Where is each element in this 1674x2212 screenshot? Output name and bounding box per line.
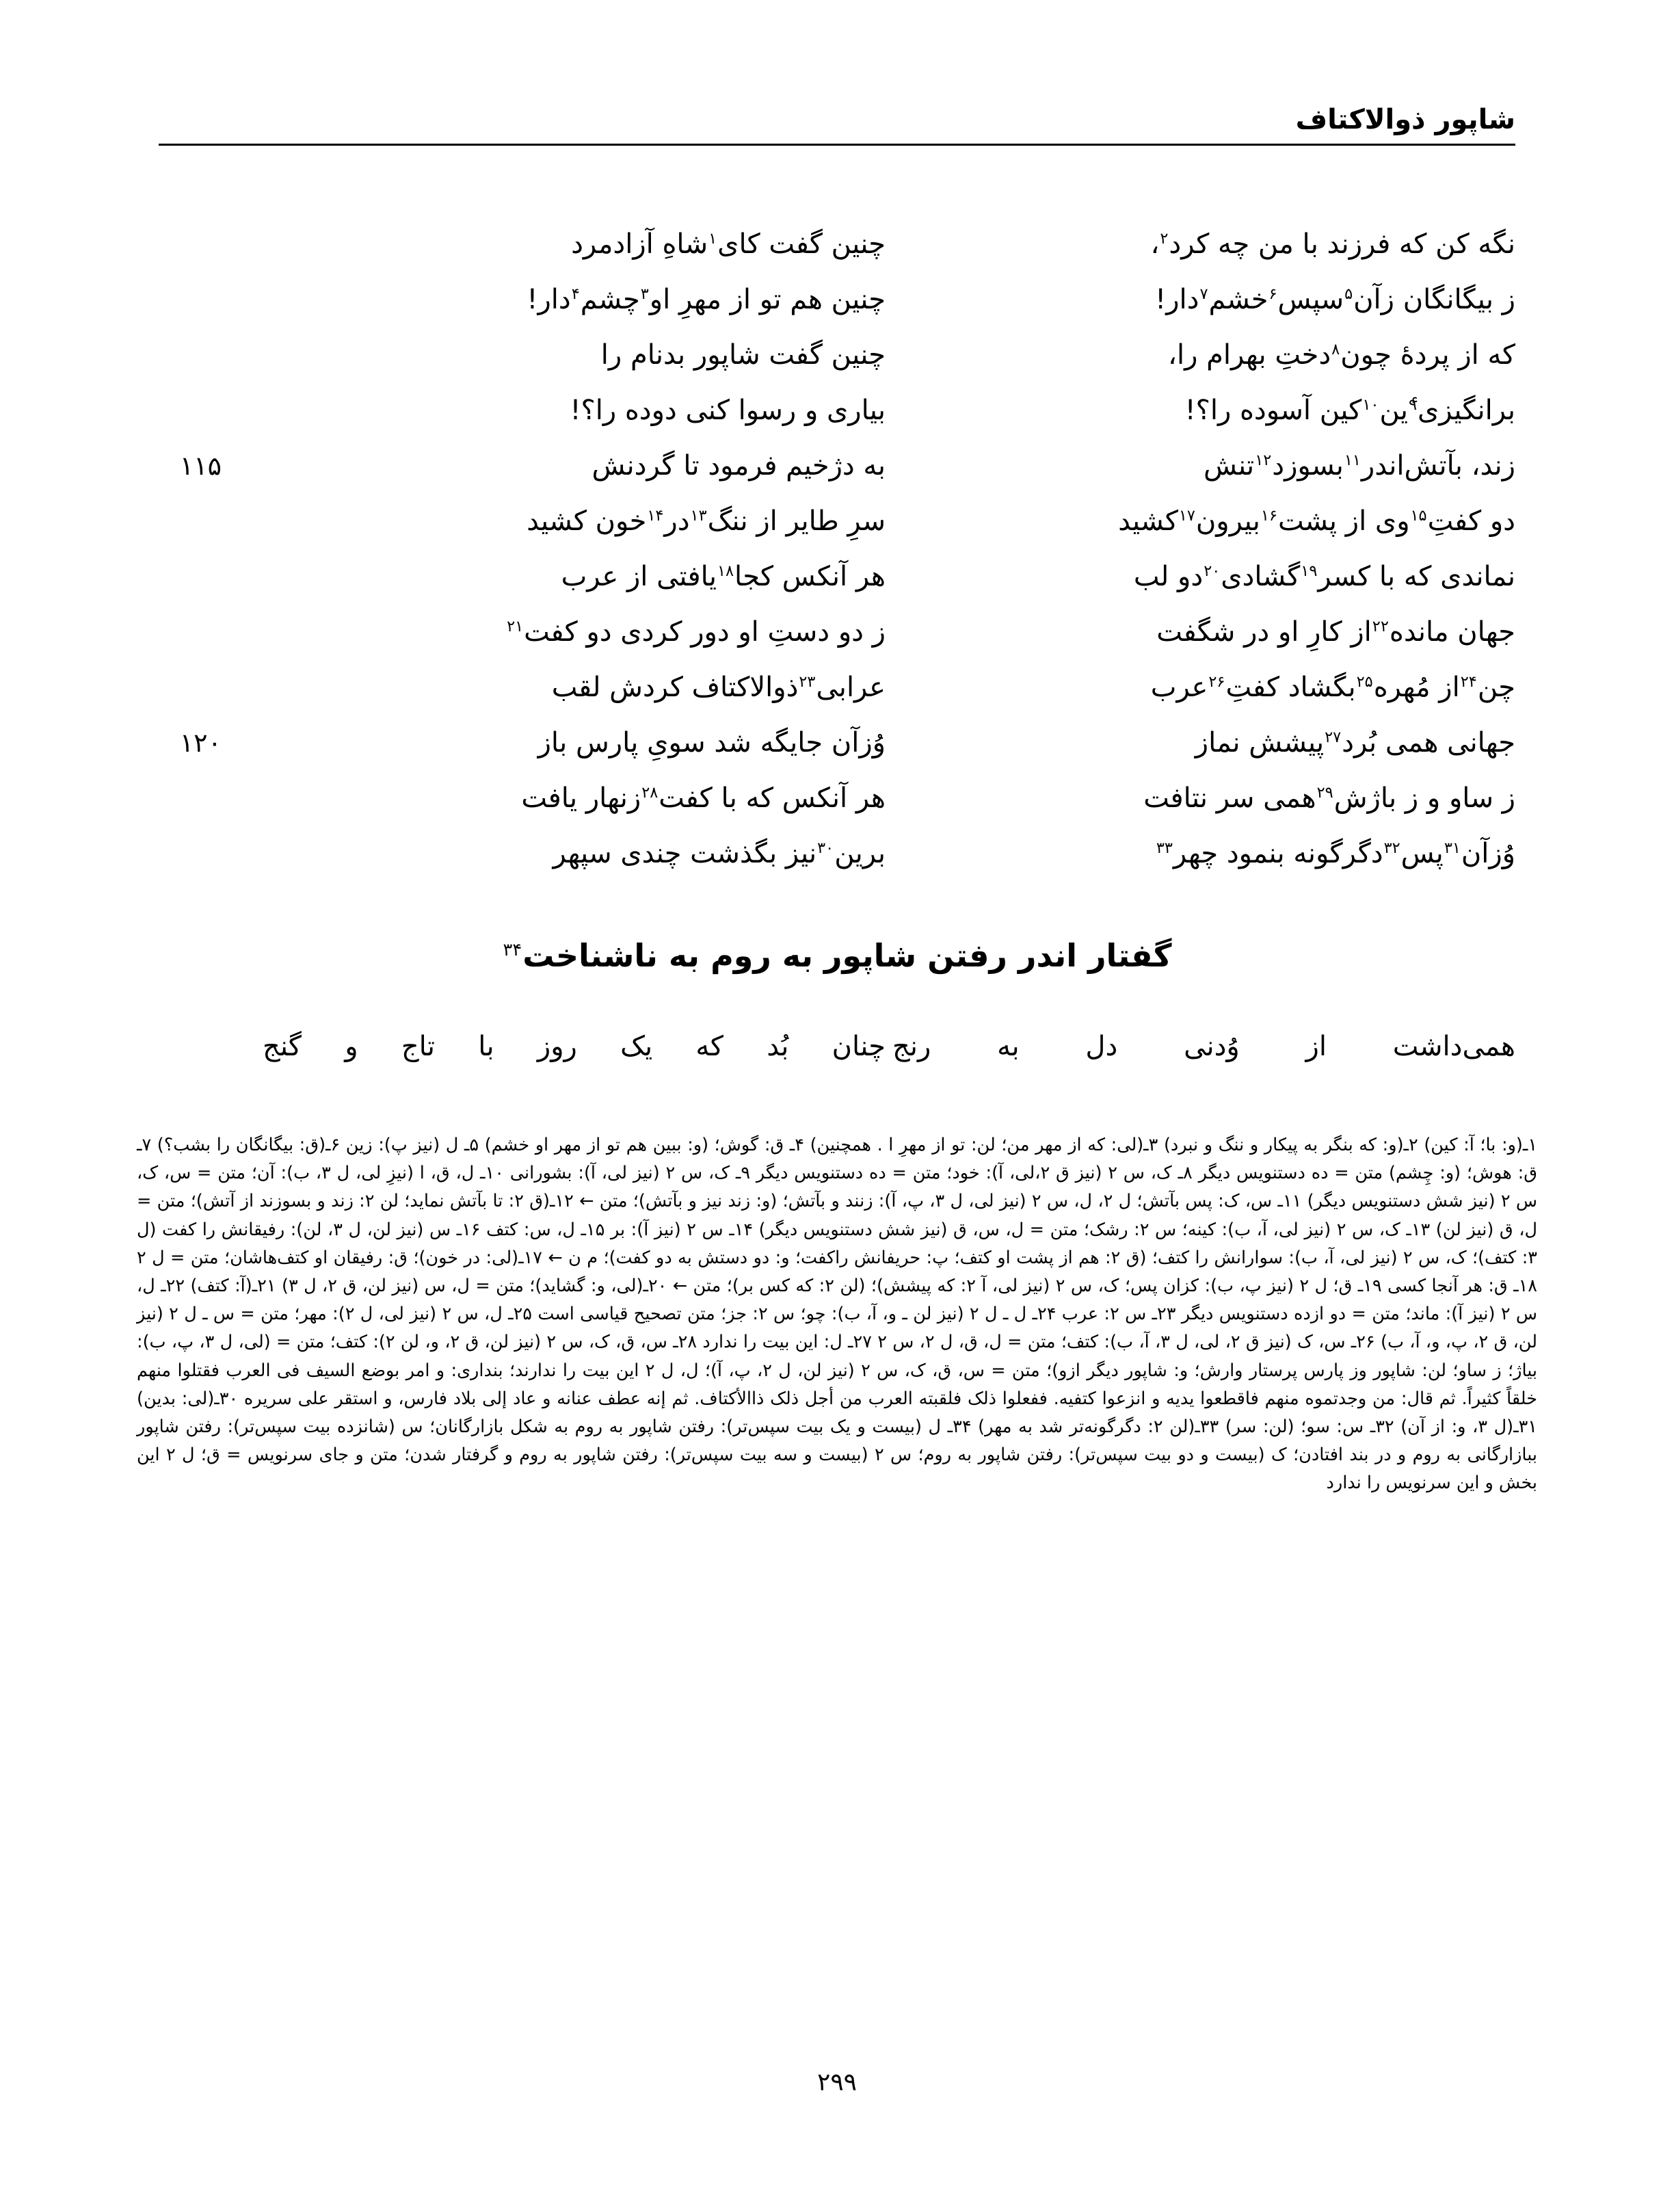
footnote-marker: ۲۲ (1372, 617, 1389, 635)
footnote-marker: ۱۸ (717, 562, 734, 580)
hemistich-second (886, 550, 1515, 603)
hemistich-text: ز دو دستِ او دور کردی دو کفت (524, 616, 886, 648)
hemistich-text: از کارِ او در شگفت (1156, 616, 1372, 648)
couplet (159, 661, 1515, 714)
footnote-marker: ۲۵ (1356, 672, 1373, 691)
hemistich-text: بسوزد (1272, 450, 1344, 482)
page-number: ۲۹۹ (816, 2068, 857, 2096)
critical-apparatus: ۱ـ(و: با؛ آ: کین) ۲ـ(و: که بنگر به پیکار و ننگ و نبرد) ۳ـ(لی: که از مهر من؛ لن: تو از مهرِ ا . همچنین) ۴ـ ق: گوش؛ (و: ببین هم تو از مهر او خشم) ۵ـ ل (نیز پ): زین ۶ـ(ق: بیگانگان را بشب؟) ۷ـ ق: هوش؛ (و: چِشم) متن = ده دستنویس دیگر ۸ـ ک، س ۲ (نیز ق ۲،لی، آ): خود؛ متن = ده دستنویس دیگر ۹ـ ک، س ۲ (نیز لی، آ): بشورانی ۱۰ـ ل، ق، ا (نیزِ لی، ل ۳، ب): آن؛ متن = س، ک، س ۲ (نیز شش دستنویس دیگر) ۱۱ـ س، ک: پس بآتش؛ ل ۲، ل، س ۲ (نیز لی، ل ۳، پ، آ): زنند و بآتش؛ (و: زند نیز و بآتش)؛ متن ← ۱۲ـ(ق ۲: تا بآتش نماید؛ لن ۲: زند و بسوزند از آتش)؛ متن = ل، ق (نیز لن) ۱۳ـ ک، س ۲ (نیز لی، آ، ب): کینه؛ س ۲: رشک؛ متن = ل، س، ق (نیز شش دستنویس دیگر) ۱۴ـ س ۲ (نیز آ): بر ۱۵ـ ل، س: کتف ۱۶ـ س (نیز لن، ل ۳، لن): رفیقانش را کفت (ل ۳: کتف)؛ ک، س ۲ (نیز لی، آ، ب): سوارانش را کتف؛ (ق ۲: هم از پشت او کتف؛ پ: حریفانش راکفت؛ و: دو دستش به دو کفت)؛ م ن ← ۱۷ـ(لی: در خون)؛ ق: رفیقان او کتف‌هاشان؛ متن = ل ۲ ۱۸ـ ق: هر آنجا کسی ۱۹ـ ق؛ ل ۲ (نیز پ، ب): کزان پس؛ ک، س ۲ (نیز لی، آ ۲: که پیشش)؛ (لن ۲: که کس بر)؛ متن ← ۲۰ـ(لی، و: گشاید)؛ متن = ل، س (نیز لن، ق ۲، ل ۳) ۲۱ـ(آ: کتف) ۲۲ـ ل، س ۲ (نیز آ): ماند؛ متن = دو ازده دستنویس دیگر ۲۳ـ س ۲: عرب ۲۴ـ ل ـ ل ۲ (نیز لن ـ و، آ، ب): چو؛ س ۲: جز؛ متن تصحیح قیاسی است ۲۵ـ ل، س ۲ (نیز لی، ل ۲): مهر؛ متن = س ـ ل ۲ (نیز لن، ق ۲، پ، و، آ، ب) ۲۶ـ س، ک (نیز ق ۲، لی، ل ۳، آ، ب): کتف؛ متن = ل، ق، ل ۲، س ۲ ۲۷ـ ل: این بیت را ندارد ۲۸ـ س، ق، ک، س ۲ (نیز لن، ق ۲، و، لن ۲): کتف؛ متن = (لی، ل ۳، پ، ب): بیاژ؛ ز ساو؛ لن: شاپور وز پارس پرستار وارش؛ و: شاپور دیگر ازو)؛ متن = س، ق، ک، س ۲ (نیز لن، ل ۲، پ، آ)؛ ل، ل ۲ این بیت را ندارند؛ بنداری: و امر بوضع السیف فی العرب فقتلوا منهم خلقاً کثیراً. ثم قال: من وجدتموه منهم فاقطعوا یدیه و انزعوا کتفیه. ففعلوا ذلک فلقبته العرب من أجل ذلک ذاالأکتاف. ثم إنه عطف عنانه و عاد إلی بلاد فارس، و استقر علی سریره ۳۰ـ(لی: بدین) ۳۱ـ(ل ۳، و: از آن) ۳۲ـ س: سو؛ (لن: سر) ۳۳ـ(لن ۲: دگرگونه‌تر شد به مهر) ۳۴ـ ل (بیست و یک بیت سپس‌تر): رفتن شاپور به روم به شکل بازارگانان؛ س (شانزده بیت سپس‌تر): رفتن شاپور ببازارگانی به روم و در بند افتادن؛ ک (بیست و دو بیت سپس‌تر): رفتن شاپور به روم؛ س ۲ (بیست و سه بیت سپس‌تر): رفتن شاپور به روم و گرفتار شدن؛ متن و جای سرنویس = ق؛ ل ۲ این بخش و این سرنویس را ندارد (137, 1135, 1538, 1494)
footnote-marker: ۳۱ (1444, 839, 1461, 857)
hemistich-text: عرابی (816, 672, 886, 703)
section-heading-text: گفتار اندر رفتن شاپور به روم به ناشناخت (522, 937, 1172, 974)
hemistich-first (222, 439, 886, 492)
hemistich-text: جهانی همی بُرد (1342, 727, 1515, 759)
footnote-marker: ۱۲ (1255, 451, 1272, 469)
header-title: شاپور ذوالاکتاف (1295, 104, 1515, 135)
footnote-marker: ۸ (1331, 340, 1340, 358)
hemistich-text: ٔین (1379, 395, 1408, 426)
hemistich-second (886, 827, 1515, 880)
hemistich-second (886, 772, 1515, 825)
hemistich-text: هر آنکس که با کفت (659, 782, 886, 814)
footnote-marker: ۳ (640, 285, 649, 303)
hemistich-text: که از پردهٔ چون (1340, 339, 1515, 371)
hemistich-text: سپس (1277, 284, 1344, 315)
footnote-marker: ۱۴ (647, 506, 664, 525)
couplet (159, 495, 1515, 548)
hemistich-text: چنین گفت کای (717, 228, 886, 260)
hemistich-text: به دژخیم فرمود تا گردنش (592, 450, 886, 482)
hemistich-second (886, 716, 1515, 769)
couplet (159, 772, 1515, 825)
hemistich-second (886, 384, 1515, 437)
hemistich-first (222, 827, 886, 880)
hemistich-second (886, 328, 1515, 382)
hemistich-text: چنین گفت شاپور بدنام را (600, 339, 886, 371)
verse-number: ۱۱۵ (179, 451, 222, 481)
hemistich-text: دگرگونه بنمود چهر (1173, 838, 1383, 869)
footnote-marker: ۲۷ (1325, 728, 1342, 746)
footnote-marker: ۴ (571, 285, 580, 303)
footnote-marker: ۲ (1160, 229, 1169, 248)
hemistich-text: وُزآن (1461, 838, 1515, 869)
footnote-marker: ۱ (708, 229, 717, 248)
hemistich-text: دو لب (1133, 561, 1204, 592)
hemistich-text: خشم (1208, 284, 1268, 315)
hemistich-text: پیشش نماز (1195, 727, 1325, 759)
hemistich-first (222, 661, 886, 714)
footnote-marker: ۲۱ (507, 617, 524, 635)
hemistich-text: در (664, 505, 690, 537)
hemistich-text: ، (1150, 228, 1160, 260)
hemistich-second (886, 439, 1515, 492)
hemistich-text: عرب (1150, 672, 1208, 703)
hemistich-text: زنهار یافت (521, 782, 641, 814)
footnote-marker: ۱۶ (1260, 506, 1277, 525)
hemistich-text: بیرون (1195, 505, 1260, 537)
hemistich-first (222, 605, 886, 659)
hemistich-first (222, 218, 886, 271)
footnote-marker: ۲۳ (799, 672, 816, 691)
hemistich-first (222, 328, 886, 382)
hemistich-text: ز ساو و ز باژش (1333, 782, 1515, 814)
hemistich-second (886, 605, 1515, 659)
section-heading (159, 936, 1515, 977)
couplet (159, 218, 1515, 271)
hemistich-text: دار! (527, 284, 571, 315)
hemistich-first: چنان بُد که یک روز با تاج و گنج (263, 1031, 886, 1062)
couplet (159, 827, 1515, 880)
footnote-marker: ۲۶ (1208, 672, 1225, 691)
hemistich-text: کین آسوده را؟! (1184, 395, 1362, 426)
hemistich-text: نگه کن که فرزند با من چه کرد (1169, 228, 1515, 260)
hemistich-second (886, 273, 1515, 326)
running-header (159, 103, 1515, 146)
footnote-marker: ۱۷ (1178, 506, 1195, 525)
hemistich-first (222, 716, 886, 769)
heading-couplet (159, 1019, 1515, 1076)
hemistich-text: وُزآن جایگه شد سویِ پارس باز (537, 727, 886, 759)
header-rule (159, 144, 1515, 146)
couplet (159, 716, 1515, 769)
footnote-marker: ۹ (1408, 395, 1417, 414)
hemistich-text: نماندی که با کسر (1318, 561, 1515, 592)
hemistich-text: گشادی (1221, 561, 1301, 592)
hemistich-text: بیاری و رسوا کنی دوده را؟! (570, 395, 886, 426)
couplet (159, 1019, 1515, 1074)
verse-number: ۱۲۰ (179, 728, 222, 758)
hemistich-text: ذوالاکتاف کردش لقب (551, 672, 799, 703)
footnote-marker: ۱۹ (1301, 562, 1318, 580)
hemistich-text: پس (1400, 838, 1444, 869)
hemistich-first (222, 273, 886, 326)
footnote-marker: ۱۳ (690, 506, 707, 525)
hemistich-first (222, 772, 886, 825)
hemistich-text: چنین هم تو از مهرِ او (649, 284, 886, 315)
footnote-marker: ۳۳ (1156, 839, 1173, 857)
hemistich-first (222, 384, 886, 437)
hemistich-text: خون کشید (527, 505, 647, 537)
hemistich-second: همی‌داشت از وُدنی دل به رنج (892, 1031, 1515, 1062)
hemistich-text: تنش (1203, 450, 1255, 482)
hemistich-text: بگشاد کفتِ (1225, 672, 1356, 703)
couplet (159, 550, 1515, 603)
hemistich-text: جهان مانده (1389, 616, 1515, 648)
hemistich-text: چن (1477, 672, 1515, 703)
hemistich-first (222, 550, 886, 603)
footnote-marker: ۷ (1199, 285, 1208, 303)
footnote-marker: ۵ (1344, 285, 1353, 303)
footnote-marker: ۶ (1268, 285, 1277, 303)
verse-block (159, 218, 1515, 882)
footnote-marker: ۱۰ (1362, 395, 1379, 414)
hemistich-text: ز بیگانگان زآن (1353, 284, 1515, 315)
hemistich-text: هر آنکس کجا (734, 561, 886, 592)
footnote-marker: ۱۱ (1344, 451, 1361, 469)
hemistich-text: برانگیزی (1418, 395, 1515, 426)
hemistich-text: کشید (1118, 505, 1178, 537)
couplet (159, 439, 1515, 492)
hemistich-second (886, 661, 1515, 714)
hemistich-text: شاهِ آزادمرد (571, 228, 708, 260)
couplet (159, 273, 1515, 326)
hemistich-text: یافتی از عرب (561, 561, 717, 592)
footnote-marker: ۱۵ (1410, 506, 1427, 525)
hemistich-second (886, 495, 1515, 548)
footnote-marker: ۲۴ (1460, 672, 1477, 691)
footnote-marker: ۳۴ (503, 939, 522, 960)
hemistich-text: نیز بگذشت چندی سپهر (553, 838, 817, 869)
hemistich-text: چشم (580, 284, 640, 315)
hemistich-text: همی سر نتافت (1143, 782, 1316, 814)
hemistich-text: دو کفتِ (1427, 505, 1515, 537)
footnote-marker: ۳۰ (817, 839, 834, 857)
hemistich-text: از مُهره (1373, 672, 1460, 703)
hemistich-second (886, 218, 1515, 271)
couplet (159, 384, 1515, 437)
hemistich-text: دختِ بهرام را، (1168, 339, 1331, 371)
hemistich-text: برین (834, 838, 886, 869)
footnote-marker: ۳۲ (1383, 839, 1400, 857)
hemistich-text: زند، بآتش‌اندر (1361, 450, 1515, 482)
hemistich-text: دار! (1155, 284, 1199, 315)
hemistich-first (222, 495, 886, 548)
hemistich-text: سرِ طایر از ننگ (707, 505, 886, 537)
couplet (159, 328, 1515, 382)
footnote-marker: ۲۹ (1316, 783, 1333, 802)
footnote-marker: ۲۰ (1204, 562, 1221, 580)
footnote-marker: ۲۸ (641, 783, 659, 802)
hemistich-text: وی از پشت (1277, 505, 1410, 537)
couplet (159, 605, 1515, 659)
